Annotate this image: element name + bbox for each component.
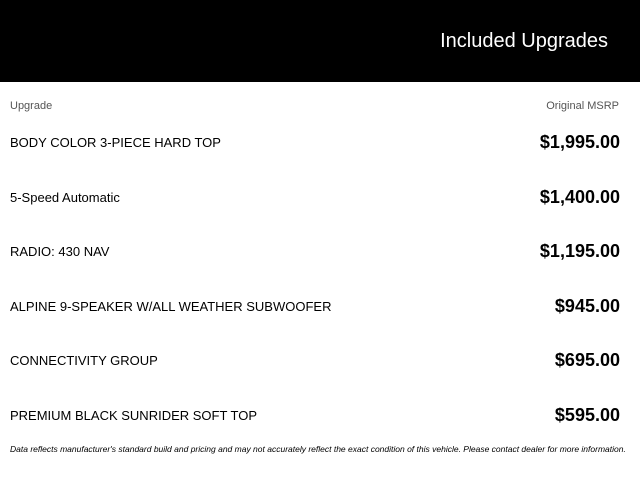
upgrade-name: 5-Speed Automatic bbox=[10, 189, 120, 205]
column-header-upgrade: Upgrade bbox=[10, 100, 53, 112]
upgrade-name: ALPINE 9-SPEAKER W/ALL WEATHER SUBWOOFER bbox=[10, 298, 332, 314]
upgrade-name: CONNECTIVITY GROUP bbox=[10, 353, 158, 368]
upgrade-price: $1,195.00 bbox=[539, 241, 620, 261]
upgrade-price: $695.00 bbox=[554, 350, 620, 370]
upgrade-row bbox=[0, 279, 640, 334]
upgrade-price: $945.00 bbox=[554, 295, 620, 316]
upgrade-row bbox=[0, 333, 640, 388]
upgrade-name: RADIO: 430 NAV bbox=[10, 244, 110, 259]
upgrade-name: BODY COLOR 3-PIECE HARD TOP bbox=[10, 135, 221, 150]
header-bar bbox=[0, 0, 640, 82]
column-header-msrp: Original MSRP bbox=[546, 100, 619, 112]
upgrade-price: $1,400.00 bbox=[539, 186, 620, 207]
upgrade-row bbox=[0, 388, 640, 443]
upgrade-row bbox=[0, 224, 640, 279]
page-title: Included Upgrades bbox=[440, 30, 608, 52]
upgrade-price: $595.00 bbox=[554, 404, 620, 425]
upgrade-name: PREMIUM BLACK SUNRIDER SOFT TOP bbox=[10, 407, 258, 423]
upgrade-price: $1,995.00 bbox=[539, 132, 620, 152]
disclaimer-text: Data reflects manufacturer's standard build and pricing and may not accurately reflect the exact condition of this vehicle. Please contact dealer for more information. bbox=[10, 444, 626, 454]
upgrade-row bbox=[0, 115, 640, 170]
upgrades-list bbox=[0, 115, 640, 442]
upgrade-row bbox=[0, 170, 640, 225]
